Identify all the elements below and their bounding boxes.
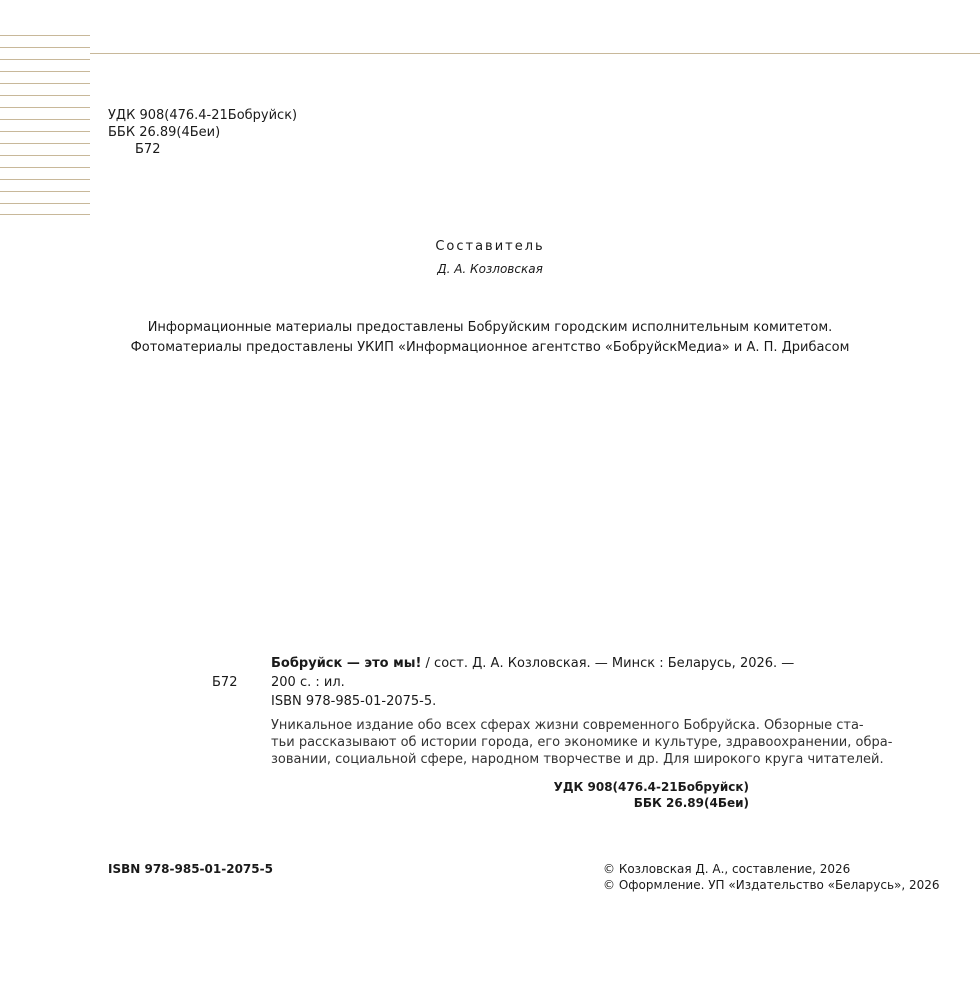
udk-code: УДК 908(476.4-21Бобруйск) (108, 108, 298, 123)
annotation (271, 717, 893, 768)
stripe-line (0, 35, 90, 36)
footer-isbn: ISBN 978-985-01-2075-5 (108, 862, 273, 876)
stripe-line (0, 214, 90, 215)
author-mark: Б72 (135, 142, 161, 157)
stripe-line (0, 95, 90, 96)
stripe-line (0, 119, 90, 120)
catalog-title-line (271, 655, 794, 672)
annotation-line: Уникальное издание обо всех сферах жизни современного Бобруйска. Обзорные ста- (271, 718, 864, 733)
stripe-line (0, 47, 90, 48)
catalog-udk: УДК 908(476.4-21Бобруйск) (553, 780, 749, 794)
catalog-isbn: ISBN 978-985-01-2075-5. (271, 694, 437, 709)
credit-line-1: Информационные материалы предоставлены Бобруйским городским исполнительным комитетом. (147, 320, 833, 335)
copyright-line-2: © Оформление. УП «Издательство «Беларусь», 2026 (603, 878, 940, 892)
stripe-line (0, 107, 90, 108)
stripe-line (0, 203, 90, 204)
annotation-line: тьи рассказывают об истории города, его экономике и культуре, здравоохранении, обра- (271, 735, 893, 750)
stripe-line (0, 167, 90, 168)
stripe-line (0, 155, 90, 156)
stripe-line (0, 191, 90, 192)
book-statement: / сост. Д. А. Козловская. — Минск : Беларусь, 2026. — (421, 656, 795, 671)
stripe-line (0, 131, 90, 132)
stripe-line (0, 143, 90, 144)
stripe-line (0, 83, 90, 84)
catalog-mark: Б72 (212, 675, 238, 690)
copyright-line-1: © Козловская Д. А., составление, 2026 (603, 862, 851, 876)
top-rule (90, 53, 980, 54)
book-title: Бобруйск — это мы! (271, 656, 422, 671)
stripe-line (0, 179, 90, 180)
compiler-name: Д. А. Козловская (437, 262, 543, 276)
credit-line-2: Фотоматериалы предоставлены УКИП «Информационное агентство «БобруйскМедиа» и А. П. Дрибасом (130, 340, 850, 355)
stripe-line (0, 59, 90, 60)
stripe-line (0, 71, 90, 72)
catalog-bbk: ББК 26.89(4Беи) (633, 796, 749, 810)
annotation-line: зовании, социальной сфере, народном творчестве и др. Для широкого круга читателей. (271, 752, 884, 767)
bbk-code: ББК 26.89(4Беи) (108, 125, 221, 140)
catalog-pages: 200 с. : ил. (271, 675, 345, 690)
compiler-heading: Составитель (435, 239, 545, 254)
